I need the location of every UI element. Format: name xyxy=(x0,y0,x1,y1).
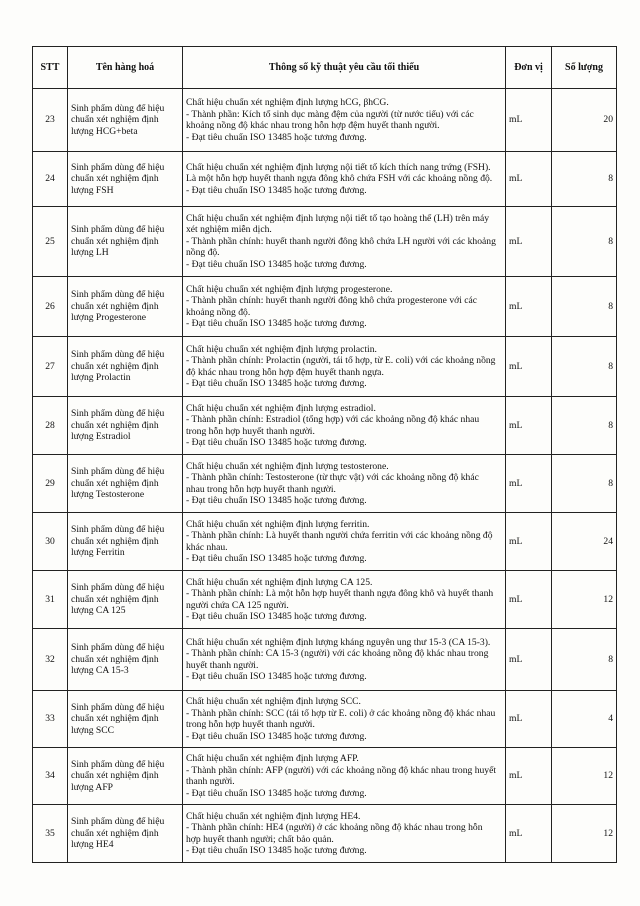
spec-line: - Thành phần chính: Testosterone (từ thực vật) với các khoảng nồng độ khác xyxy=(186,472,479,483)
row-quantity: 4 xyxy=(552,691,617,748)
row-unit: mL xyxy=(506,691,552,748)
spec-line: trong hỗn hợp huyết thanh người. xyxy=(186,719,315,730)
table-row xyxy=(33,337,617,397)
spec-line: Chất hiệu chuẩn xét nghiệm định lượng testosterone. xyxy=(186,460,389,472)
row-item-name: Sinh phẩm dùng để hiệu chuẩn xét nghiệm định lượng HE4 xyxy=(68,805,183,863)
table-row xyxy=(33,207,617,277)
row-stt: 27 xyxy=(33,337,68,397)
row-stt: 28 xyxy=(33,397,68,455)
spec-line: - Đạt tiêu chuẩn ISO 13485 hoặc tương đương. xyxy=(186,730,367,742)
table-row xyxy=(33,152,617,207)
header-unit: Đơn vị xyxy=(506,47,552,89)
table-row xyxy=(33,805,617,863)
spec-line: - Đạt tiêu chuẩn ISO 13485 hoặc tương đương. xyxy=(186,437,367,448)
row-item-name: Sinh phẩm dùng để hiệu chuẩn xét nghiệm định lượng AFP xyxy=(68,748,183,805)
row-stt: 32 xyxy=(33,629,68,691)
row-item-name: Sinh phẩm dùng để hiệu chuẩn xét nghiệm định lượng Prolactin xyxy=(68,337,183,397)
row-item-name: Sinh phẩm dùng để hiệu chuẩn xét nghiệm định lượng FSH xyxy=(68,152,183,207)
row-quantity: 8 xyxy=(552,152,617,207)
spec-line: - Thành phần chính: HE4 (người) ở các khoảng nồng độ khác nhau trong hỗn xyxy=(186,822,483,833)
row-quantity: 8 xyxy=(552,337,617,397)
spec-line: - Thành phần chính: AFP (người) với các khoảng nồng độ khác nhau trong huyết xyxy=(186,764,497,776)
spec-line: - Đạt tiêu chuẩn ISO 13485 hoặc tương đương. xyxy=(186,184,367,196)
spec-line: - Đạt tiêu chuẩn ISO 13485 hoặc tương đương. xyxy=(186,845,367,856)
row-unit: mL xyxy=(506,277,552,337)
spec-line: - Thành phần chính: CA 15-3 (người) với các khoảng nồng độ khác nhau trong xyxy=(186,648,489,659)
row-quantity: 8 xyxy=(552,207,617,277)
spec-line: Chất hiệu chuẩn xét nghiệm định lượng progesterone. xyxy=(186,283,393,295)
row-spec xyxy=(183,337,506,397)
row-stt: 31 xyxy=(33,571,68,629)
header-qty: Số lượng xyxy=(552,47,617,89)
spec-line: nồng độ. xyxy=(186,247,220,259)
spec-line: khác nhau. xyxy=(186,541,228,553)
row-unit: mL xyxy=(506,748,552,805)
row-quantity: 8 xyxy=(552,455,617,513)
row-stt: 30 xyxy=(33,513,68,571)
row-spec xyxy=(183,629,506,691)
table-header-row xyxy=(33,47,617,89)
row-unit: mL xyxy=(506,455,552,513)
table-row xyxy=(33,571,617,629)
spec-line: - Đạt tiêu chuẩn ISO 13485 hoặc tương đương. xyxy=(186,495,367,506)
row-quantity: 20 xyxy=(552,89,617,152)
row-stt: 26 xyxy=(33,277,68,337)
spec-line: khoảng nồng độ. xyxy=(186,306,251,318)
header-stt: STT xyxy=(33,47,68,89)
table-row xyxy=(33,397,617,455)
row-unit: mL xyxy=(506,629,552,691)
row-unit: mL xyxy=(506,89,552,152)
spec-line: - Thành phần chính: Prolactin (người, tái tổ hợp, từ E. coli) với các khoảng nồng xyxy=(186,355,496,366)
table-row xyxy=(33,89,617,152)
row-quantity: 8 xyxy=(552,629,617,691)
spec-line: Chất hiệu chuẩn xét nghiệm định lượng nội tiết tố kích thích nang trứng (FSH). xyxy=(186,161,491,173)
spec-line: Chất hiệu chuẩn xét nghiệm định lượng estradiol. xyxy=(186,402,376,414)
row-item-name: Sinh phẩm dùng để hiệu chuẩn xét nghiệm định lượng Estradiol xyxy=(68,397,183,455)
spec-line: - Thành phần chính: Là một hỗn hợp huyết thanh ngựa đông khô và huyết thanh xyxy=(186,588,494,599)
spec-line: - Đạt tiêu chuẩn ISO 13485 hoặc tương đương. xyxy=(186,131,367,143)
spec-line: xét nghiệm miễn dịch. xyxy=(186,224,272,236)
spec-line: Chất hiệu chuẩn xét nghiệm định lượng SCC. xyxy=(186,696,361,707)
row-spec xyxy=(183,152,506,207)
row-spec xyxy=(183,748,506,805)
row-item-name: Sinh phẩm dùng để hiệu chuẩn xét nghiệm định lượng LH xyxy=(68,207,183,277)
row-quantity: 8 xyxy=(552,277,617,337)
spec-line: - Thành phần chính: huyết thanh người đông khô chứa LH người với các khoảng xyxy=(186,235,496,247)
row-item-name: Sinh phẩm dùng để hiệu chuẩn xét nghiệm định lượng Testosterone xyxy=(68,455,183,513)
row-spec xyxy=(183,277,506,337)
table-row xyxy=(33,277,617,337)
row-stt: 25 xyxy=(33,207,68,277)
row-item-name: Sinh phẩm dùng để hiệu chuẩn xét nghiệm định lượng CA 125 xyxy=(68,571,183,629)
row-stt: 33 xyxy=(33,691,68,748)
row-quantity: 24 xyxy=(552,513,617,571)
spec-line: - Đạt tiêu chuẩn ISO 13485 hoặc tương đương. xyxy=(186,671,367,682)
row-unit: mL xyxy=(506,207,552,277)
spec-line: huyết thanh người. xyxy=(186,659,259,671)
row-quantity: 12 xyxy=(552,805,617,863)
spec-line: khoảng nồng độ khác nhau trong hỗn hợp đệm huyết thanh người. xyxy=(186,120,440,131)
table-row xyxy=(33,691,617,748)
row-item-name: Sinh phẩm dùng để hiệu chuẩn xét nghiệm định lượng HCG+beta xyxy=(68,89,183,152)
row-unit: mL xyxy=(506,571,552,629)
header-spec: Thông số kỹ thuật yêu cầu tối thiểu xyxy=(183,47,506,89)
spec-line: - Đạt tiêu chuẩn ISO 13485 hoặc tương đương. xyxy=(186,318,367,329)
row-spec xyxy=(183,207,506,277)
table-row xyxy=(33,748,617,805)
row-stt: 24 xyxy=(33,152,68,207)
spec-line: - Thành phần chính: Estradiol (tổng hợp) với các khoảng nồng độ khác nhau xyxy=(186,414,480,425)
row-quantity: 12 xyxy=(552,748,617,805)
row-spec xyxy=(183,691,506,748)
row-item-name: Sinh phẩm dùng để hiệu chuẩn xét nghiệm định lượng Progesterone xyxy=(68,277,183,337)
row-item-name: Sinh phẩm dùng để hiệu chuẩn xét nghiệm định lượng CA 15-3 xyxy=(68,629,183,691)
row-spec xyxy=(183,455,506,513)
row-unit: mL xyxy=(506,397,552,455)
spec-line: Chất hiệu chuẩn xét nghiệm định lượng prolactin. xyxy=(186,343,377,355)
row-stt: 34 xyxy=(33,748,68,805)
row-item-name: Sinh phẩm dùng để hiệu chuẩn xét nghiệm định lượng SCC xyxy=(68,691,183,748)
row-unit: mL xyxy=(506,337,552,397)
spec-line: người chứa CA 125 người. xyxy=(186,599,289,611)
spec-line: hợp huyết thanh người; chất bảo quản. xyxy=(186,833,334,845)
spec-line: - Thành phần: Kích tố sinh dục màng đệm của người (từ nước tiểu) với các xyxy=(186,108,474,120)
row-spec xyxy=(183,89,506,152)
table-body xyxy=(33,89,617,863)
spec-line: trong hỗn hợp huyết thanh người. xyxy=(186,425,315,437)
row-spec xyxy=(183,513,506,571)
spec-line: Chất hiệu chuẩn xét nghiệm định lượng kháng nguyên ung thư 15-3 (CA 15-3). xyxy=(186,636,491,648)
spec-line: Chất hiệu chuẩn xét nghiệm định lượng AFP. xyxy=(186,753,359,764)
spec-line: nhau trong hỗn hợp huyết thanh người. xyxy=(186,483,336,495)
specification-table xyxy=(32,46,617,863)
row-spec xyxy=(183,805,506,863)
row-stt: 35 xyxy=(33,805,68,863)
spec-line: Chất hiệu chuẩn xét nghiệm định lượng CA 125. xyxy=(186,576,373,588)
spec-line: - Đạt tiêu chuẩn ISO 13485 hoặc tương đương. xyxy=(186,787,367,799)
table-row xyxy=(33,629,617,691)
row-stt: 29 xyxy=(33,455,68,513)
row-unit: mL xyxy=(506,152,552,207)
spec-line: - Đạt tiêu chuẩn ISO 13485 hoặc tương đương. xyxy=(186,553,367,564)
spec-line: Chất hiệu chuẩn xét nghiệm định lượng HE4. xyxy=(186,810,361,822)
spec-line: thanh người. xyxy=(186,776,235,787)
row-quantity: 8 xyxy=(552,397,617,455)
row-spec xyxy=(183,571,506,629)
header-name: Tên hàng hoá xyxy=(68,47,183,89)
row-item-name: Sinh phẩm dùng để hiệu chuẩn xét nghiệm định lượng Ferritin xyxy=(68,513,183,571)
table-row xyxy=(33,455,617,513)
row-stt: 23 xyxy=(33,89,68,152)
spec-line: - Thành phần chính: Là huyết thanh người chứa ferritin với các khoảng nồng độ xyxy=(186,530,493,541)
spec-line: - Đạt tiêu chuẩn ISO 13485 hoặc tương đương. xyxy=(186,258,367,270)
spec-line: độ khác nhau trong hỗn hợp đệm huyết thanh ngựa. xyxy=(186,366,384,378)
spec-line: - Thành phần chính: huyết thanh người đông khô chứa progesterone với các xyxy=(186,295,478,306)
table-row xyxy=(33,513,617,571)
spec-line: Chất hiệu chuẩn xét nghiệm định lượng hCG, βhCG. xyxy=(186,97,389,108)
spec-line: - Đạt tiêu chuẩn ISO 13485 hoặc tương đương. xyxy=(186,611,367,622)
spec-line: Chất hiệu chuẩn xét nghiệm định lượng nội tiết tố tạo hoàng thể (LH) trên máy xyxy=(186,212,490,224)
row-unit: mL xyxy=(506,805,552,863)
spec-line: Chất hiệu chuẩn xét nghiệm định lượng ferritin. xyxy=(186,518,370,530)
row-unit: mL xyxy=(506,513,552,571)
row-spec xyxy=(183,397,506,455)
spec-line: - Thành phần chính: SCC (tái tổ hợp từ E. coli) ở các khoảng nồng độ khác nhau xyxy=(186,707,496,719)
row-quantity: 12 xyxy=(552,571,617,629)
spec-line: - Đạt tiêu chuẩn ISO 13485 hoặc tương đương. xyxy=(186,378,367,389)
spec-line: Là một hỗn hợp huyết thanh ngựa đông khô chứa FSH với các khoảng nồng độ. xyxy=(186,173,493,185)
